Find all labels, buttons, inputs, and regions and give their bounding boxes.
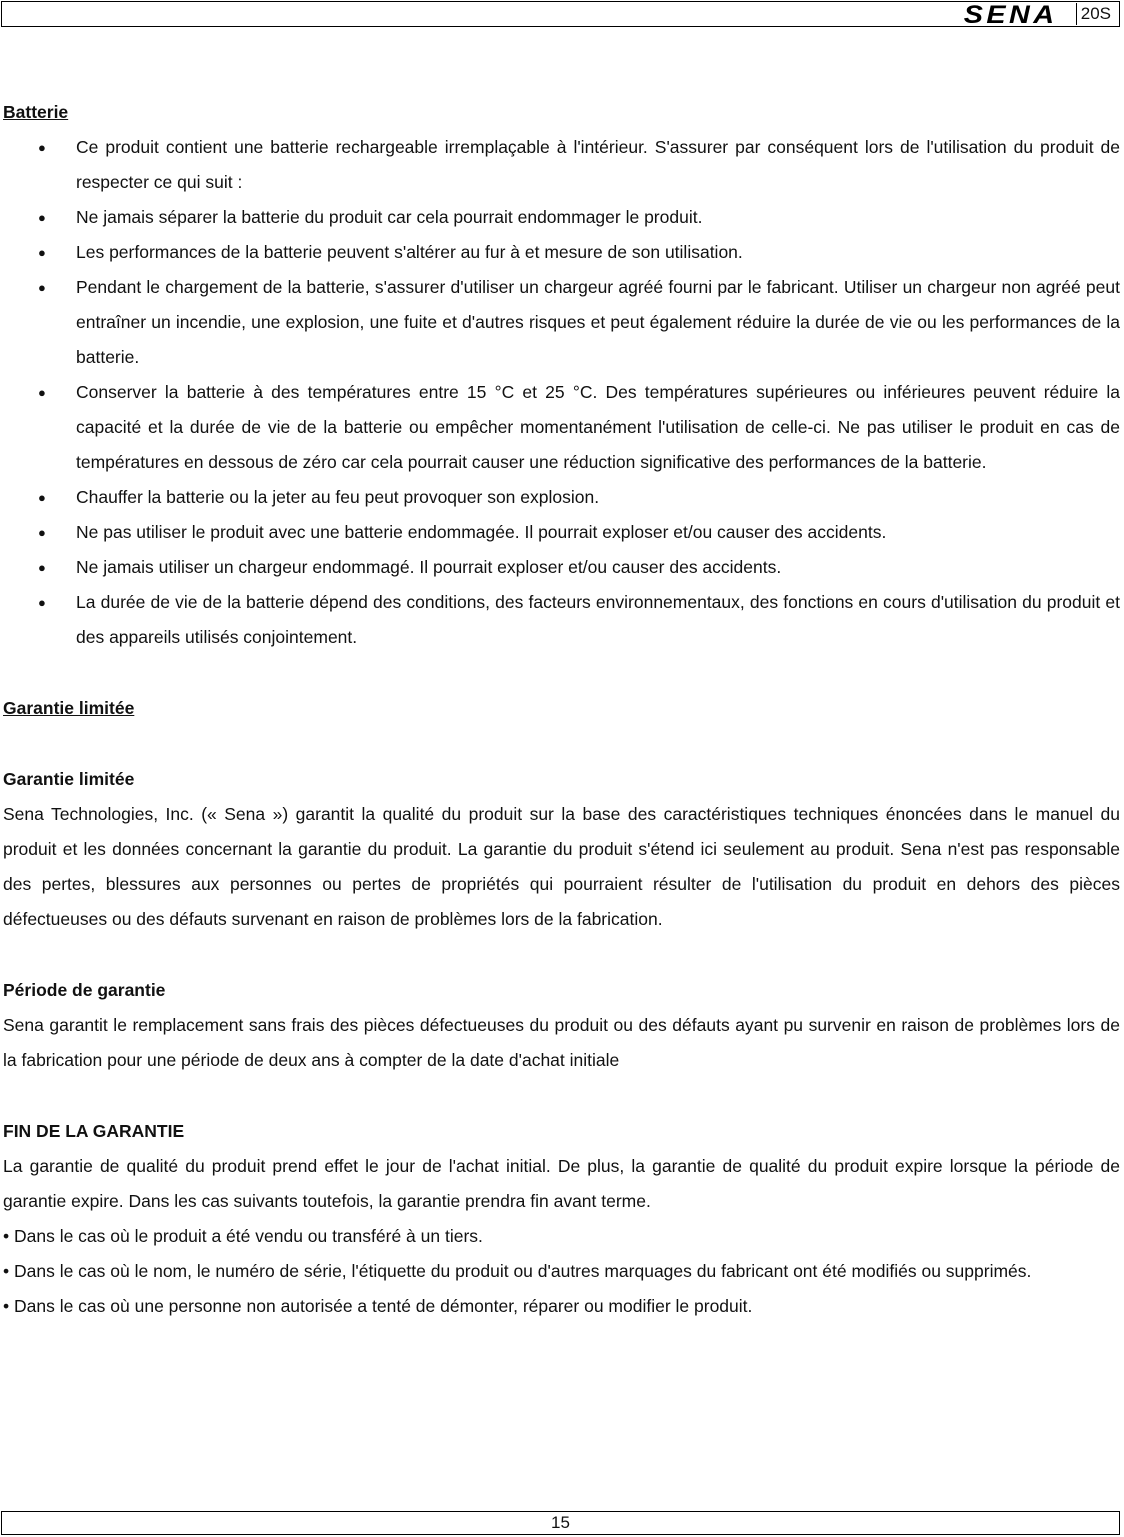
model-label: 20S	[1076, 3, 1111, 25]
warranty-end-item: • Dans le cas où le nom, le numéro de série, l'étiquette du produit ou d'autres marquages du fabricant ont été modifiés ou supprimés.	[3, 1261, 1032, 1281]
page-content	[3, 95, 1120, 1324]
warranty-end-item: • Dans le cas où le produit a été vendu ou transféré à un tiers.	[3, 1226, 483, 1246]
page-number: 15	[551, 1513, 570, 1532]
list-item: ● Ce produit contient une batterie rechargeable irremplaçable à l'intérieur. S'assurer par conséquent lors de l'utilisation du produit de respecter ce qui suit :	[3, 130, 1120, 200]
list-item: ● Ne jamais séparer la batterie du produit car cela pourrait endommager le produit.	[3, 200, 1120, 235]
bullet-icon: ●	[38, 560, 46, 575]
bullet-icon: ●	[38, 490, 46, 505]
warranty-section-heading: Garantie limitée	[3, 698, 135, 718]
list-item: ● Les performances de la batterie peuvent s'altérer au fur à et mesure de son utilisation.	[3, 235, 1120, 270]
page-header	[1, 1, 1120, 27]
list-item: ● Ne pas utiliser le produit avec une batterie endommagée. Il pourrait exploser et/ou causer des accidents.	[3, 515, 1120, 550]
warranty-end-heading: FIN DE LA GARANTIE	[3, 1121, 185, 1141]
list-item: ● Chauffer la batterie ou la jeter au feu peut provoquer son explosion.	[3, 480, 1120, 515]
sena-logo: SENA	[963, 1, 1057, 29]
bullet-icon: ●	[38, 385, 46, 400]
bullet-icon: ●	[38, 140, 46, 155]
warranty-end-text: La garantie de qualité du produit prend effet le jour de l'achat initial. De plus, la garantie de qualité du produit expire lorsque la période de garantie expire. Dans les cas suivants toutefois, la garantie prendra fin avant terme.	[3, 1156, 1120, 1211]
bullet-icon: ●	[38, 280, 46, 295]
list-item: ● Pendant le chargement de la batterie, s'assurer d'utiliser un chargeur agréé fourni par le fabricant. Utiliser un chargeur non agréé peut entraîner un incendie, une explosion, une fuite et d'autres risques et peut également réduire la durée de vie ou les performances de la batterie.	[3, 270, 1120, 375]
warranty-period-heading: Période de garantie	[3, 980, 166, 1000]
list-item: ● Conserver la batterie à des températures entre 15 °C et 25 °C. Des températures supérieures ou inférieures peuvent réduire la capacité et la durée de vie de la batterie ou empêcher momentanément l'utilisation de celle-ci. Ne pas utiliser le produit en cas de températures en dessous de zéro car cela pourrait causer une réduction significative des performances de la batterie.	[3, 375, 1120, 480]
warranty-period-text: Sena garantit le remplacement sans frais des pièces défectueuses du produit ou des défauts ayant pu survenir en raison de problèmes lors de la fabrication pour une période de deux ans à compter de la date d'achat initiale	[3, 1015, 1120, 1070]
limited-warranty-heading: Garantie limitée	[3, 769, 135, 789]
bullet-icon: ●	[38, 245, 46, 260]
battery-heading: Batterie	[3, 102, 69, 122]
limited-warranty-text: Sena Technologies, Inc. (« Sena ») garantit la qualité du produit sur la base des caractéristiques techniques énoncées dans le manuel du produit et les données concernant la garantie du produit. La garantie du produit s'étend ici seulement au produit. Sena n'est pas responsable des pertes, blessures aux personnes ou pertes de propriétés qui pourraient résulter de l'utilisation du produit en dehors des pièces défectueuses ou des défauts survenant en raison de problèmes lors de la fabrication.	[3, 804, 1120, 929]
bullet-icon: ●	[38, 525, 46, 540]
warranty-end-item: • Dans le cas où une personne non autorisée a tenté de démonter, réparer ou modifier le produit.	[3, 1296, 753, 1316]
bullet-icon: ●	[38, 210, 46, 225]
bullet-icon: ●	[38, 595, 46, 610]
list-item: ● La durée de vie de la batterie dépend des conditions, des facteurs environnementaux, des fonctions en cours d'utilisation du produit et des appareils utilisés conjointement.	[3, 585, 1120, 655]
list-item: ● Ne jamais utiliser un chargeur endommagé. Il pourrait exploser et/ou causer des accidents.	[3, 550, 1120, 585]
battery-list	[3, 130, 1120, 655]
page-footer	[1, 1511, 1120, 1535]
